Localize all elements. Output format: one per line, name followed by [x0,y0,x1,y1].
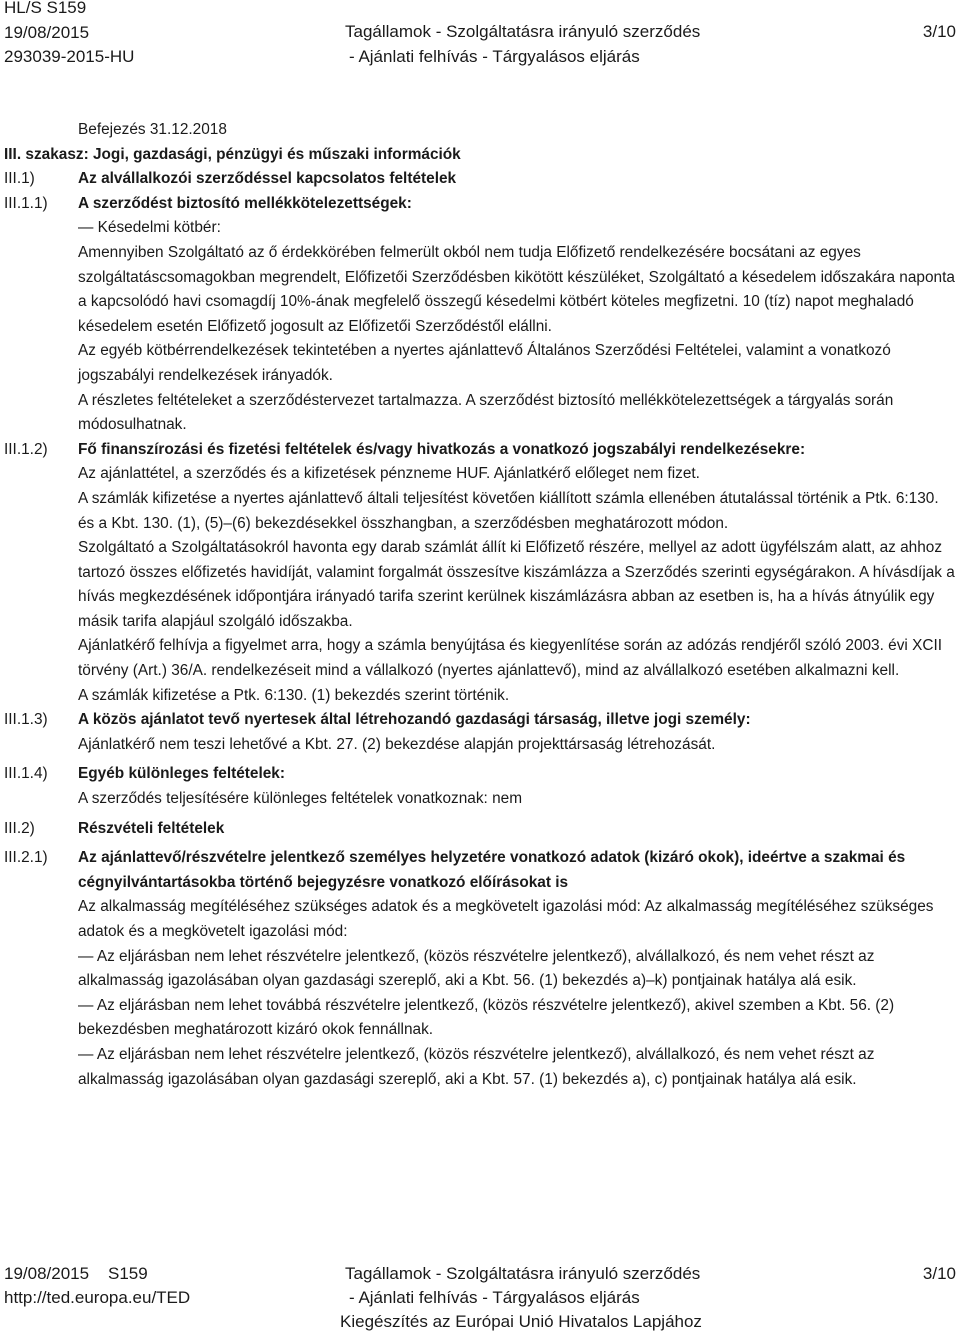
section-number: III.1.4) [4,765,48,783]
footer-title: Tagállamok - Szolgáltatásra irányuló szerződés [345,1264,701,1283]
section-number: III.1.1) [4,194,48,212]
paragraph: Az alkalmasság megítéléséhez szükséges adatok és a megkövetelt igazolási mód: Az alkalmasság megítéléséhez szükséges adatok és a megkövetelt igazolási mód: [78,898,934,940]
section-title: Az ajánlattevő/részvételre jelentkező személyes helyzetére vonatkozó adatok (kizáró okok), ideértve a szakmai és cégnyilvántartásokba történő bejegyzésre vonatkozó előírásokat is [78,849,906,891]
section-title: Egyéb különleges feltételek: [78,765,285,783]
paragraph: A szerződés teljesítésére különleges feltételek vonatkoznak: nem [78,790,523,808]
section-3-2-1 [4,846,956,1092]
paragraph: Az egyéb kötbérrendelkezések tekintetében a nyertes ajánlattevő Általános Szerződési Feltételei, valamint a vonatkozó jogszabályi rendelkezések irányadók. [78,342,891,384]
end-date-line: Befejezés 31.12.2018 [78,121,227,138]
paragraph: A számlák kifizetése a Ptk. 6:130. (1) bekezdés szerint történik. [78,686,510,704]
footer-date-series [4,1262,148,1287]
section-number: III.1.2) [4,440,48,458]
section-title: A szerződést biztosító mellékkötelezettségek: [78,194,412,212]
header-page-number: 3/10 [922,22,956,41]
header-doc-id: HL/S S159 [4,0,87,17]
paragraph: — Az eljárásban nem lehet továbbá részvételre jelentkező, (közös részvételre jelentkező), akivel szemben a Kbt. 56. (2) bekezdésben meghatározott kizáró okok fennállnak. [78,996,895,1039]
page-footer [0,1262,960,1334]
section-number: III.2.1) [4,849,48,867]
header-date: 19/08/2015 [4,22,90,42]
paragraph: — Az eljárásban nem lehet részvételre jelentkező, (közös részvételre jelentkező), alvállalkozó, és nem vehet részt az alkalmasság igazolásában olyan gazdasági szereplő, aki a Kbt. 57. (1) bekezdés a), c) pontjainak hatálya alá esik. [78,1045,875,1088]
paragraph: Az ajánlattétel, a szerződés és a kifizetések pénzneme HUF. Ajánlatkérő előleget nem fizet. [78,465,700,483]
footer-page-number: 3/10 [922,1264,956,1283]
header-title: Tagállamok - Szolgáltatásra irányuló szerződés [345,22,701,41]
section-3-1-2 [4,438,956,709]
section-title: A közös ajánlatot tevő nyertesek által létrehozandó gazdasági társaság, illetve jogi személy: [78,711,751,729]
section-title: Az alvállalkozói szerződéssel kapcsolatos feltételek [78,170,457,188]
section-3-title: III. szakasz: Jogi, gazdasági, pénzügyi és műszaki információk [4,145,461,163]
section-title: Részvételi feltételek [78,819,225,837]
paragraph: Szolgáltató a Szolgáltatásokról havonta egy darab számlát állít ki Előfizető részére, mellyel az adott ügyfélszám alatt, az ahhoz tartozó összes előfizetés havidíját, valamint forgalmát összesítve kiszámlázza a Szerződés szerinti egységárakon. A hívásdíjak a hívás megkezdésének időpontjára irányadó tarifa szerint kerülnek kiszámlázásra abban az esetben is, ha a hívás átnyúlik egy másik tarifa alapjául szolgáló időszakba. [78,539,955,630]
paragraph: Ajánlatkérő nem teszi lehetővé a Kbt. 27. (2) bekezdése alapján projekttársaság létrehozását. [78,735,716,753]
paragraph: — Késedelmi kötbér: [78,219,221,237]
document-body [4,118,956,1092]
paragraph: A számlák kifizetése a nyertes ajánlattevő általi teljesítést követően kiállított számla ellenében átutalással történik a Ptk. 6:130. és a Kbt. 130. (1), (5)–(6) bekezdésekkel összhangban, a szerződésben meghatározott módon. [78,489,939,532]
header-ref: 293039-2015-HU [4,47,135,67]
footer-url-link[interactable]: http://ted.europa.eu/TED [4,1288,191,1307]
section-number: III.1) [4,170,35,188]
section-title: Fő finanszírozási és fizetési feltételek és/vagy hivatkozás a vonatkozó jogszabályi rendelkezésekre: [78,440,806,458]
section-3-1 [4,167,956,192]
paragraph: A részletes feltételeket a szerződéstervezet tartalmazza. A szerződést biztosító mellékkötelezettségek a tárgyalás során módosulhatnak. [78,391,894,434]
section-3-1-3 [4,708,956,757]
section-number: III.1.3) [4,711,48,729]
paragraph: — Az eljárásban nem lehet részvételre jelentkező, (közös részvételre jelentkező), alvállalkozó, és nem vehet részt az alkalmasság igazolásában olyan gazdasági szereplő, aki a Kbt. 56. (1) bekezdés a)–k) pontjainak hatálya alá esik. [78,947,875,990]
paragraph: Amennyiben Szolgáltató az ő érdekkörében felmerült okból nem tudja Előfizető rendelkezésére bocsátani az egyes szolgáltatáscsomagokban megrendelt, Előfizetői Szerződésben kikötött készüléket, Szolgáltató a késedelem időszakára naponta a kapcsolódó havi csomagdíj 10%-ának megfelelő összegű késedelmi kötbért köteles megfizetni. 10 (tíz) napot meghaladó késedelem esetén Előfizető jogosult az Előfizetői Szerződéstől elállni. [78,243,955,335]
footer-date: 19/08/2015 [4,1264,90,1283]
page-header [0,0,960,70]
section-3-2 [4,817,956,842]
paragraph: Ajánlatkérő felhívja a figyelmet arra, hogy a számla benyújtása és kiegyenlítése során az adózás rendjéről szóló 2003. évi XCII törvény (Art.) 36/A. rendelkezéseit mind a vállalkozó (nyertes ajánlattevő), mind az alvállalkozó esetében alkalmazni kell. [78,637,943,680]
section-number: III.2) [4,819,35,837]
footer-series: S159 [108,1264,148,1283]
header-left [4,0,134,70]
footer-supplement: Kiegészítés az Európai Unió Hivatalos Lapjához [340,1312,702,1331]
header-subtitle: - Ajánlati felhívás - Tárgyalásos eljárás [349,47,640,66]
section-3-1-1 [4,192,956,438]
footer-subtitle: - Ajánlati felhívás - Tárgyalásos eljárás [349,1288,640,1307]
section-3-1-4 [4,762,956,811]
